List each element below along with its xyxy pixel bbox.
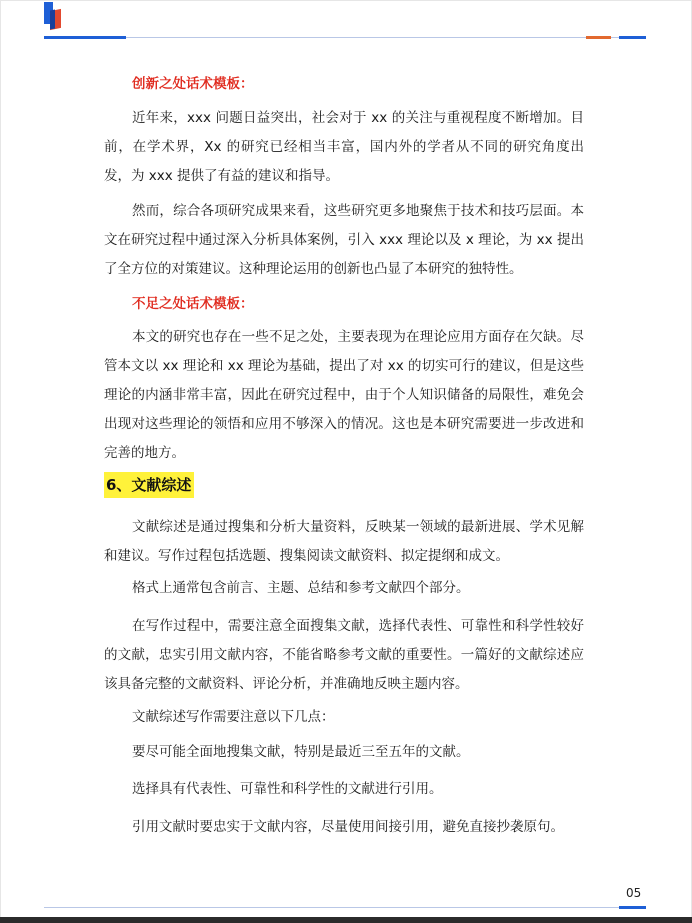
paragraph-1: 近年来，xxx 问题日益突出，社会对于 xx 的关注与重视程度不断增加。目前，在学术界，Xx 的研究已经相当丰富，国内外的学者从不同的研究角度出发，为 xxx 提供了有益的建议和指导。	[104, 110, 584, 184]
footer-divider	[44, 907, 646, 908]
header-accent-left	[44, 36, 126, 39]
page-number: 05	[626, 886, 642, 900]
paragraph-6: 在写作过程中，需要注意全面搜集文献，选择代表性、可靠性和科学性较好的文献，忠实引用文献内容，不能省略参考文献的重要性。一篇好的文献综述应该具备完整的文献资料、评论分析，并准确地反映主题内容。	[104, 618, 584, 692]
heading-shortcoming-template: 不足之处话术模板：	[132, 296, 254, 312]
viewer-bottom-bar	[0, 917, 692, 923]
paragraph-8: 要尽可能全面地搜集文献，特别是最近三至五年的文献。	[132, 744, 470, 760]
paragraph-3: 本文的研究也存在一些不足之处，主要表现为在理论应用方面存在欠缺。尽管本文以 xx 理论和 xx 理论为基础，提出了对 xx 的切实可行的建议，但是这些理论的内涵非常丰富，因此在研究过程中，由于个人知识储备的局限性，难免会出现对这些理论的领悟和应用不够深入的情况。这也是本研究需要进一步改进和完善的地方。	[104, 329, 584, 461]
paragraph-10: 引用文献时要忠实于文献内容，尽量使用间接引用，避免直接抄袭原句。	[132, 819, 564, 835]
paragraph-2: 然而，综合各项研究成果来看，这些研究更多地聚焦于技术和技巧层面。本文在研究过程中通过深入分析具体案例，引入 xxx 理论以及 x 理论，为 xx 提出了全方位的对策建议。这种理论运用的创新也凸显了本研究的独特性。	[104, 203, 584, 277]
header-divider	[44, 37, 646, 38]
heading-innovation-template: 创新之处话术模板：	[132, 76, 254, 92]
paragraph-7: 文献综述写作需要注意以下几点：	[132, 709, 335, 725]
header-accent-orange	[586, 36, 611, 39]
paragraph-9: 选择具有代表性、可靠性和科学性的文献进行引用。	[132, 781, 443, 797]
footer-accent	[619, 906, 646, 909]
brand-logo-icon	[44, 2, 64, 28]
section-title-literature-review: 6、文献综述	[104, 472, 194, 498]
header-accent-right	[619, 36, 646, 39]
paragraph-4: 文献综述是通过搜集和分析大量资料，反映某一领域的最新进展、学术见解和建议。写作过程包括选题、搜集阅读文献资料、拟定提纲和成文。	[104, 519, 584, 564]
paragraph-5: 格式上通常包含前言、主题、总结和参考文献四个部分。	[132, 580, 470, 596]
